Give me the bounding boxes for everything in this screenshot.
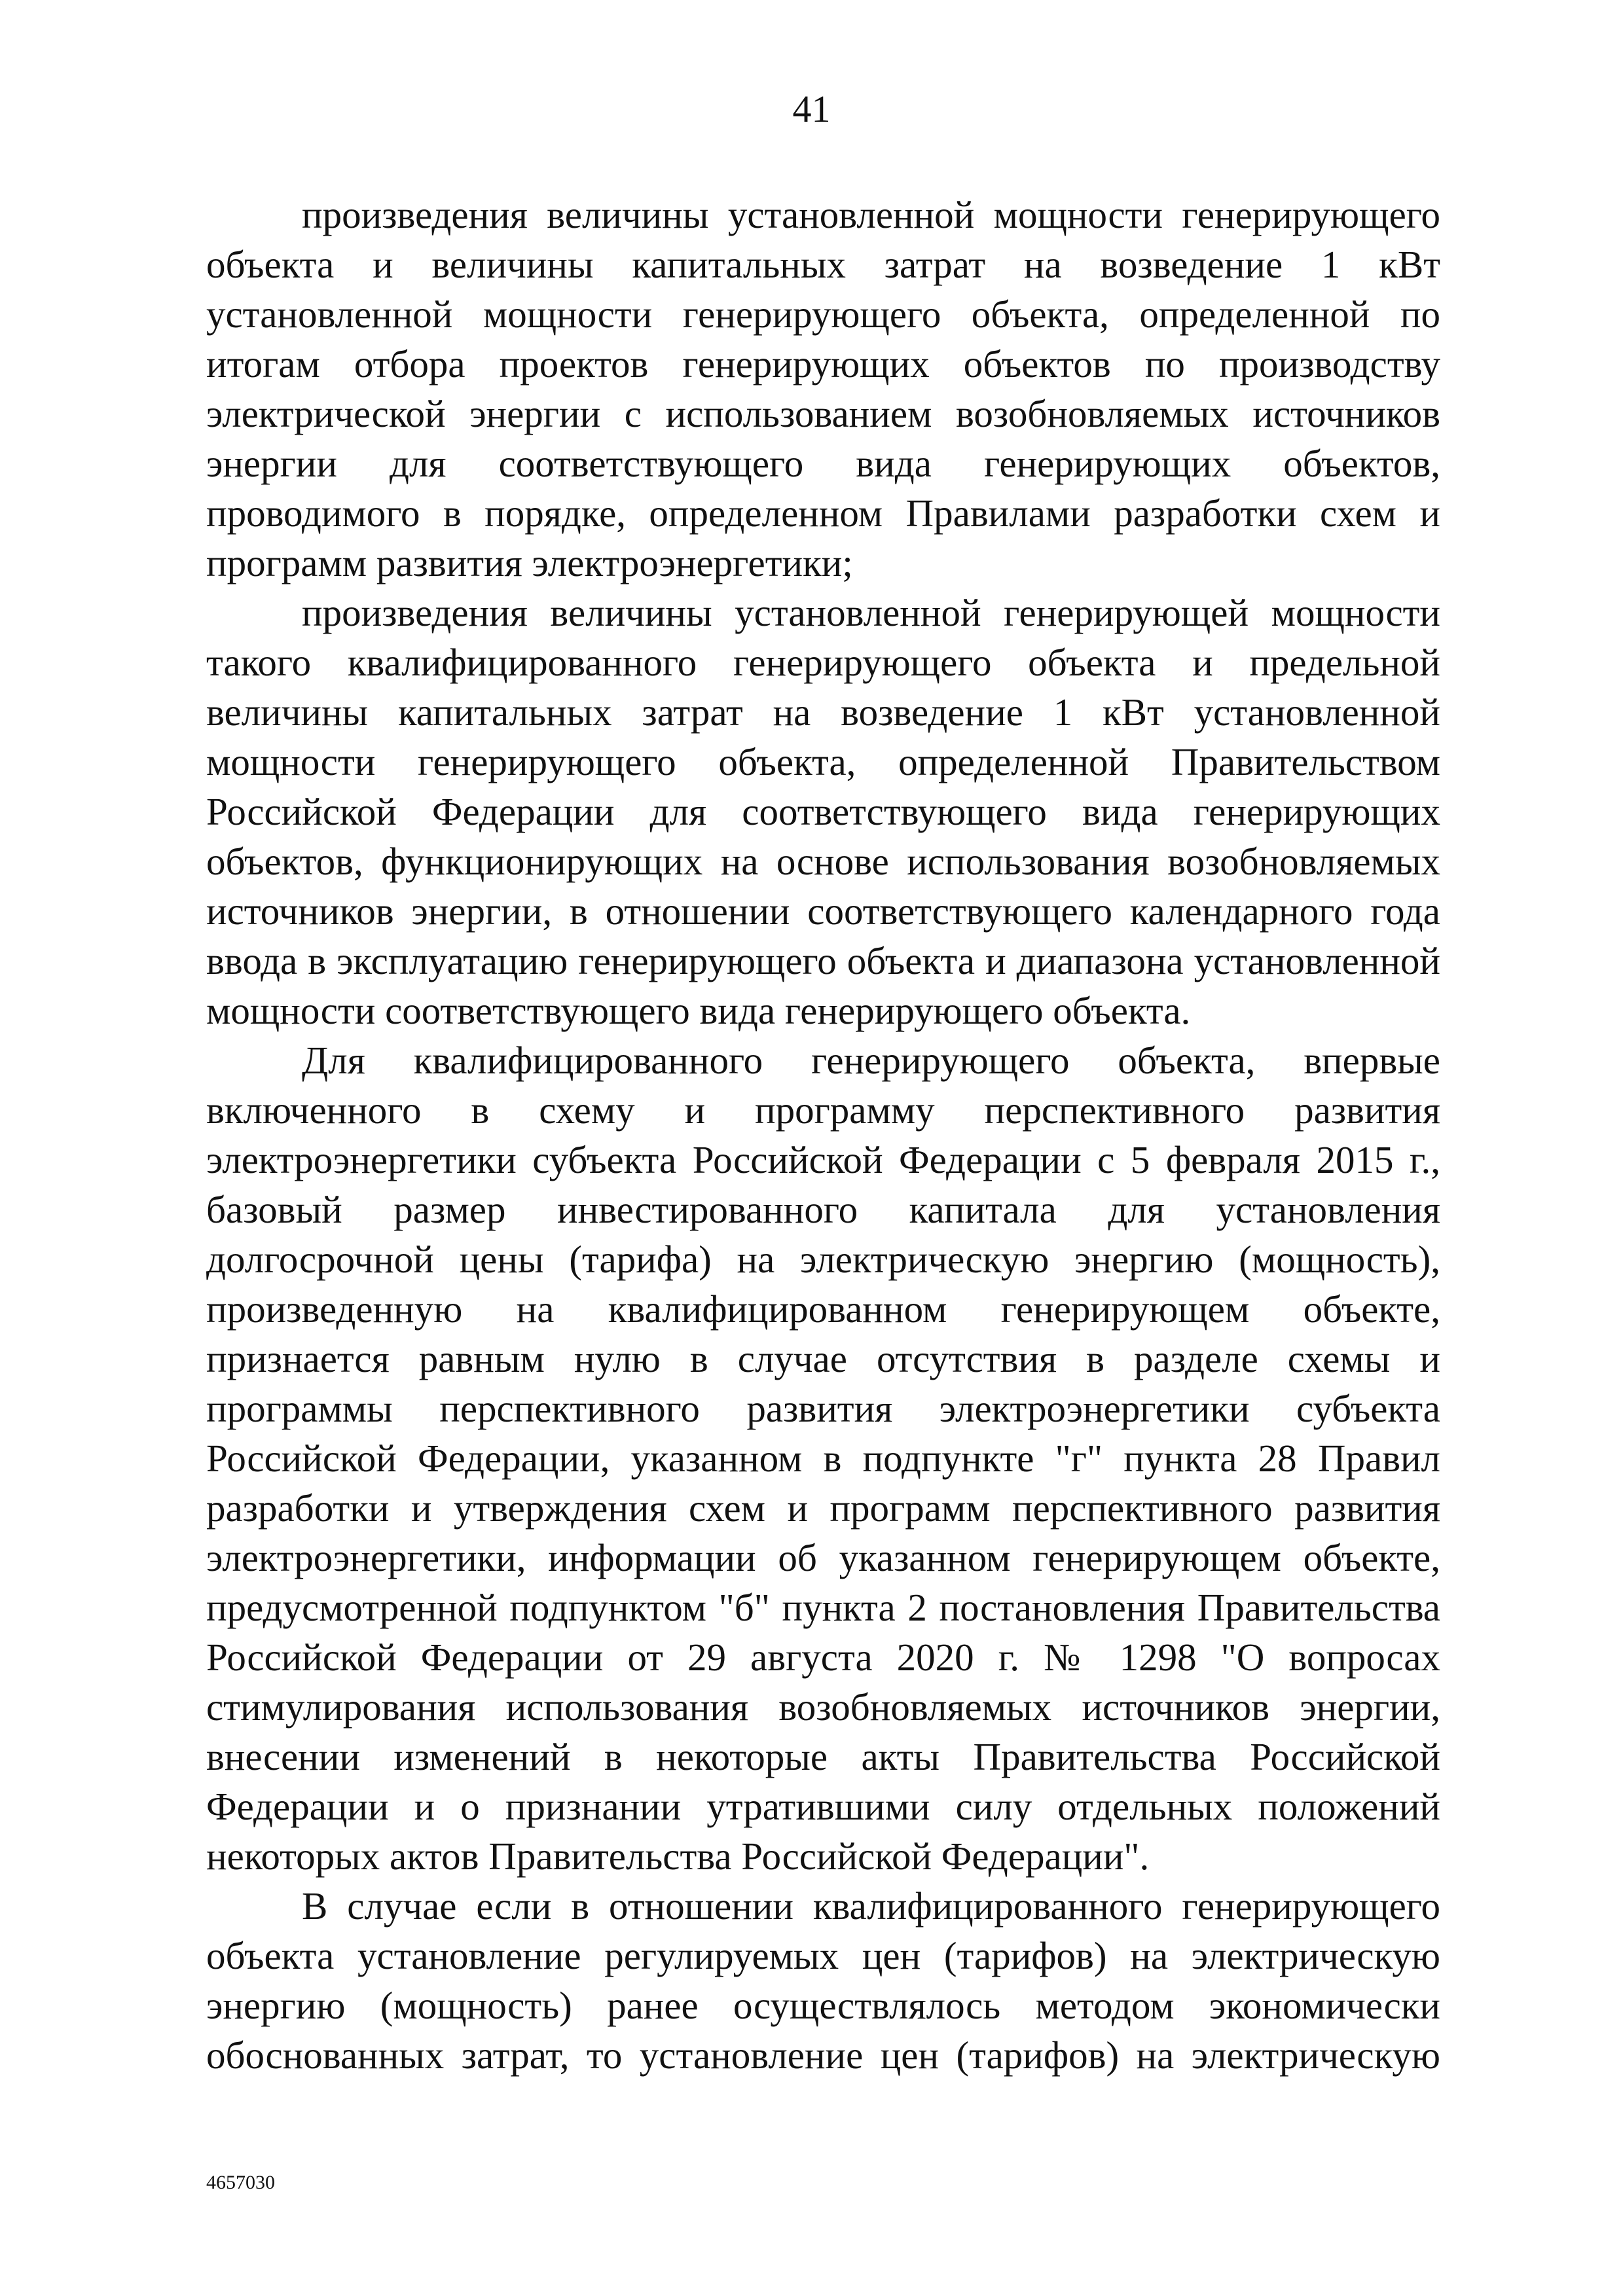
text-line: мощности соответствующего вида генерирующего объекта. xyxy=(206,989,1191,1032)
text-line: источников энергии, в отношении соответствующего календарного года xyxy=(206,889,1440,933)
text-line: В случае если в отношении квалифицированного генерирующего xyxy=(302,1884,1440,1928)
text-line: некоторых актов Правительства Российской Федерации". xyxy=(206,1835,1150,1878)
text-line: такого квалифицированного генерирующего объекта и предельной xyxy=(206,641,1440,684)
text-line: разработки и утверждения схем и программ перспективного развития xyxy=(206,1486,1440,1530)
paragraph xyxy=(206,1881,1440,2080)
text-line: признается равным нулю в случае отсутствия в разделе схемы и xyxy=(206,1337,1440,1380)
page-number: 41 xyxy=(792,88,831,130)
text-line: электроэнергетики, информации об указанном генерирующем объекте, xyxy=(206,1536,1440,1579)
text-line: программы перспективного развития электроэнергетики субъекта xyxy=(206,1387,1440,1430)
document-code: 4657030 xyxy=(206,2172,275,2193)
text-line: внесении изменений в некоторые акты Правительства Российской xyxy=(206,1735,1440,1778)
text-line: предусмотренной подпунктом "б" пункта 2 постановления Правительства xyxy=(206,1586,1440,1629)
text-line: объектов, функционирующих на основе использования возобновляемых xyxy=(206,840,1440,883)
text-line: произведения величины установленной генерирующей мощности xyxy=(302,591,1440,634)
text-line: электрической энергии с использованием возобновляемых источников xyxy=(206,392,1440,435)
text-line: установленной мощности генерирующего объекта, определенной по xyxy=(206,293,1440,336)
text-line: Российской Федерации для соответствующего вида генерирующих xyxy=(206,790,1440,833)
text-line: обоснованных затрат, то установление цен (тарифов) на электрическую xyxy=(206,2034,1440,2077)
text-line: базовый размер инвестированного капитала для установления xyxy=(206,1188,1440,1231)
paragraph xyxy=(206,190,1440,588)
paragraph xyxy=(206,1035,1440,1881)
text-line: включенного в схему и программу перспективного развития xyxy=(206,1088,1440,1132)
text-line: величины капитальных затрат на возведение 1 кВт установленной xyxy=(206,691,1440,734)
text-line: Для квалифицированного генерирующего объекта, впервые xyxy=(302,1039,1440,1082)
text-line: произведения величины установленной мощности генерирующего xyxy=(302,193,1440,236)
text-line: итогам отбора проектов генерирующих объектов по производству xyxy=(206,342,1440,386)
text-line: Российской Федерации от 29 августа 2020 г. № 1298 "О вопросах xyxy=(206,1636,1440,1679)
text-line: ввода в эксплуатацию генерирующего объекта и диапазона установленной xyxy=(206,939,1440,982)
text-line: программ развития электроэнергетики; xyxy=(206,541,853,584)
text-line: объекта и величины капитальных затрат на возведение 1 кВт xyxy=(206,243,1440,286)
paragraph xyxy=(206,588,1440,1035)
text-line: Федерации и о признании утратившими силу отдельных положений xyxy=(206,1785,1440,1828)
text-line: энергию (мощность) ранее осуществлялось методом экономически xyxy=(206,1984,1440,2027)
text-line: объекта установление регулируемых цен (тарифов) на электрическую xyxy=(206,1934,1440,1977)
text-line: мощности генерирующего объекта, определенной Правительством xyxy=(206,740,1440,783)
text-line: проводимого в порядке, определенном Правилами разработки схем и xyxy=(206,492,1440,535)
text-line: произведенную на квалифицированном генерирующем объекте, xyxy=(206,1287,1440,1331)
text-line: Российской Федерации, указанном в подпункте "г" пункта 28 Правил xyxy=(206,1437,1440,1480)
text-line: электроэнергетики субъекта Российской Федерации с 5 февраля 2015 г., xyxy=(206,1138,1440,1181)
document-body xyxy=(206,190,1440,2080)
text-line: долгосрочной цены (тарифа) на электрическую энергию (мощность), xyxy=(206,1238,1440,1281)
text-line: стимулирования использования возобновляемых источников энергии, xyxy=(206,1685,1440,1729)
text-line: энергии для соответствующего вида генерирующих объектов, xyxy=(206,442,1440,485)
